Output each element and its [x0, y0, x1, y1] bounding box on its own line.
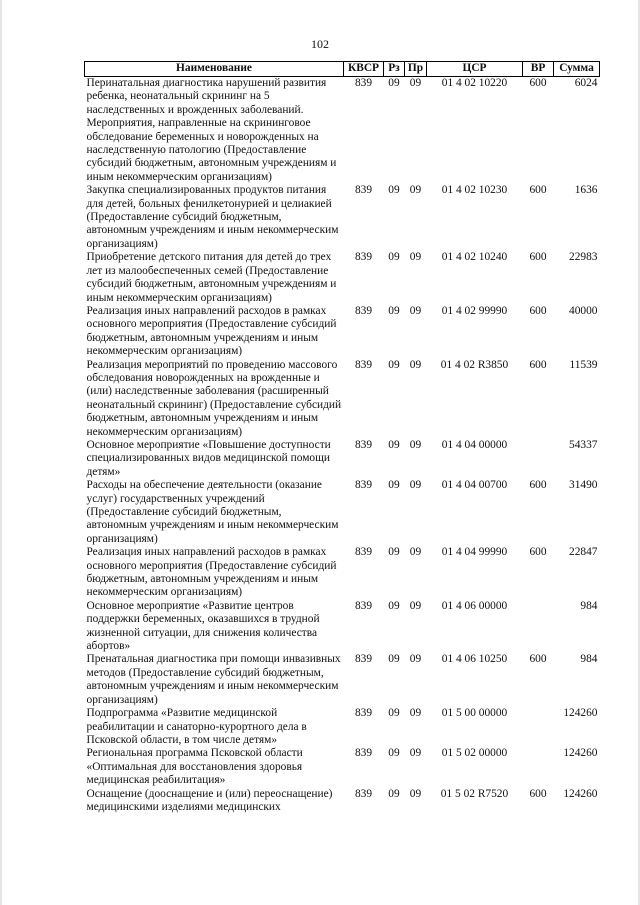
row-kvsr: 839 — [354, 707, 373, 720]
row-rz: 09 — [388, 546, 400, 559]
row-pr: 09 — [409, 653, 422, 666]
row-sum: 40000 — [569, 304, 598, 317]
row-sum: 1636 — [574, 184, 598, 197]
row-name: Расходы на обеспечение деятельности (оказание услуг) государственных учреждений (Предоставление субсидий бюджетным, автономным учреждениям и иным некоммерческим организациям) — [86, 479, 339, 545]
scan-edge-left — [0, 0, 2, 905]
row-csr: 01 4 02 10230 — [441, 184, 508, 197]
row-sum: 6024 — [574, 77, 598, 89]
header-name: Наименование — [85, 62, 344, 77]
row-kvsr: 839 — [354, 184, 373, 197]
row-csr: 01 5 02 00000 — [441, 747, 508, 760]
row-kvsr: 839 — [354, 438, 373, 451]
table-row — [85, 707, 600, 747]
table-row — [85, 788, 600, 815]
row-sum: 124260 — [563, 707, 598, 720]
row-name: Основное мероприятие «Повышение доступности специализированных видов медицинской помощи детям» — [86, 438, 331, 478]
row-kvsr: 839 — [354, 787, 373, 800]
row-rz: 09 — [388, 707, 400, 720]
row-sum: 22847 — [569, 546, 598, 559]
row-name: Закупка специализированных продуктов питания для детей, больных фенилкетонурией и целиакией (Предоставление субсидий бюджетным, автономным учреждениям и иным некоммерческим организациям) — [86, 184, 339, 250]
row-csr: 01 4 06 00000 — [441, 599, 508, 612]
row-sum: 22983 — [569, 251, 598, 264]
row-csr: 01 5 02 R7520 — [440, 787, 509, 800]
row-vr: 600 — [529, 653, 547, 666]
row-rz: 09 — [388, 304, 400, 317]
table-row — [85, 359, 600, 439]
row-kvsr: 839 — [354, 599, 373, 612]
row-vr: 600 — [529, 77, 547, 89]
table-row — [85, 546, 600, 600]
row-sum: 31490 — [569, 479, 598, 492]
row-kvsr: 839 — [354, 251, 373, 264]
row-name: Реализация мероприятий по проведению массового обследования новорожденных на врожденные и (или) наследственные заболевания (расширенный неонатальный скрининг) (Предоставление субсидий бюджетным, автономным учреждениям и иным некоммерческим организациям) — [86, 358, 342, 438]
header-vr: ВР — [523, 62, 554, 77]
table-row — [85, 184, 600, 251]
row-rz: 09 — [388, 787, 400, 800]
row-pr: 09 — [409, 184, 422, 197]
row-name: Перинатальная диагностика нарушений развития ребенка, неонатальный скрининг на 5 наследственных и врожденных заболеваний. Мероприятия, направленные на скрининговое обследование беременных и новорожденных на наследственную патологию (Предоставление субсидий бюджетным, автономным учреждениям и иным некоммерческим организациям) — [86, 77, 337, 183]
table-row — [85, 77, 600, 185]
row-rz: 09 — [388, 653, 400, 666]
page-number: 102 — [311, 37, 329, 51]
row-vr: 600 — [529, 358, 547, 371]
row-name: Основное мероприятие «Развитие центров поддержки беременных, оказавшихся в трудной жизненной ситуации, для снижения количества абортов» — [86, 599, 320, 653]
row-pr: 09 — [409, 438, 422, 451]
row-name: Пренатальная диагностика при помощи инвазивных методов (Предоставление субсидий бюджетным, автономным учреждениям и иным некоммерческим организациям) — [86, 653, 341, 706]
row-sum: 984 — [580, 653, 598, 666]
row-rz: 09 — [388, 184, 400, 197]
row-rz: 09 — [388, 358, 400, 371]
row-vr: 600 — [529, 787, 547, 800]
table-row — [85, 251, 600, 305]
row-csr: 01 4 04 00700 — [441, 479, 508, 492]
table-row — [85, 305, 600, 359]
row-vr: 600 — [529, 184, 547, 197]
row-kvsr: 839 — [354, 653, 373, 666]
row-csr: 01 4 02 10220 — [441, 77, 508, 89]
header-rz: Рз — [384, 62, 405, 77]
table-row — [85, 479, 600, 546]
row-csr: 01 4 04 00000 — [441, 438, 508, 451]
row-pr: 09 — [409, 251, 422, 264]
row-name: Региональная программа Псковской области «Оптимальная для восстановления здоровья медицинская реабилитация» — [86, 747, 303, 787]
header-sum: Сумма — [554, 62, 600, 77]
table-row — [85, 439, 600, 479]
row-vr — [523, 439, 554, 479]
row-csr: 01 4 02 10240 — [441, 251, 508, 264]
header-kvsr: КВСР — [344, 62, 384, 77]
row-vr: 600 — [529, 251, 547, 264]
row-pr: 09 — [409, 747, 422, 760]
table-row — [85, 653, 600, 707]
row-kvsr: 839 — [354, 546, 373, 559]
row-sum: 124260 — [563, 747, 598, 760]
row-csr: 01 4 02 99990 — [441, 304, 508, 317]
row-kvsr: 839 — [354, 479, 373, 492]
table-row — [85, 747, 600, 787]
row-name: Реализация иных направлений расходов в рамках основного мероприятия (Предоставление субсидий бюджетным, автономным учреждениям и иным некоммерческим организациям) — [86, 304, 337, 358]
row-rz: 09 — [388, 599, 400, 612]
row-kvsr: 839 — [354, 77, 373, 89]
row-pr: 09 — [409, 546, 422, 559]
row-pr: 09 — [409, 358, 422, 371]
row-kvsr: 839 — [354, 747, 373, 760]
row-sum: 11539 — [569, 358, 598, 371]
row-sum: 984 — [580, 599, 598, 612]
row-rz: 09 — [388, 479, 400, 492]
row-csr: 01 4 06 10250 — [441, 653, 508, 666]
row-pr: 09 — [409, 479, 422, 492]
row-rz: 09 — [388, 251, 400, 264]
row-rz: 09 — [388, 747, 400, 760]
row-pr: 09 — [409, 787, 422, 800]
row-pr: 09 — [409, 599, 422, 612]
row-pr: 09 — [409, 707, 422, 720]
row-sum: 124260 — [563, 787, 598, 800]
header-csr: ЦСР — [427, 62, 523, 77]
row-name: Оснащение (дооснащение и (или) переоснащение) медицинскими изделиями медицинских — [86, 787, 333, 813]
row-sum: 54337 — [569, 438, 598, 451]
row-name: Приобретение детского питания для детей до трех лет из малообеспеченных семей (Предоставление субсидий бюджетным, автономным учреждениям и иным некоммерческим организациям) — [86, 251, 337, 304]
row-vr — [523, 747, 554, 787]
row-csr: 01 4 04 99990 — [441, 546, 508, 559]
table-header-row — [85, 62, 600, 77]
row-csr: 01 5 00 00000 — [441, 707, 508, 720]
row-name: Реализация иных направлений расходов в рамках основного мероприятия (Предоставление субсидий бюджетным, автономным учреждениям и иным некоммерческим организациям) — [86, 546, 337, 599]
row-csr: 01 4 02 R3850 — [440, 358, 509, 371]
row-pr: 09 — [409, 304, 422, 317]
table-row — [85, 600, 600, 654]
row-rz: 09 — [388, 438, 400, 451]
row-vr — [523, 707, 554, 747]
row-vr: 600 — [529, 304, 547, 317]
row-kvsr: 839 — [354, 304, 373, 317]
row-pr: 09 — [409, 77, 422, 89]
row-vr — [523, 600, 554, 654]
row-rz: 09 — [388, 77, 400, 89]
row-kvsr: 839 — [354, 358, 373, 371]
row-vr: 600 — [529, 479, 547, 492]
row-vr: 600 — [529, 546, 547, 559]
budget-table — [84, 61, 600, 814]
header-pr: Пр — [405, 62, 427, 77]
row-name: Подпрограмма «Развитие медицинской реабилитации и санаторно-курортного дела в Псковской области, в том числе детям» — [86, 707, 307, 746]
